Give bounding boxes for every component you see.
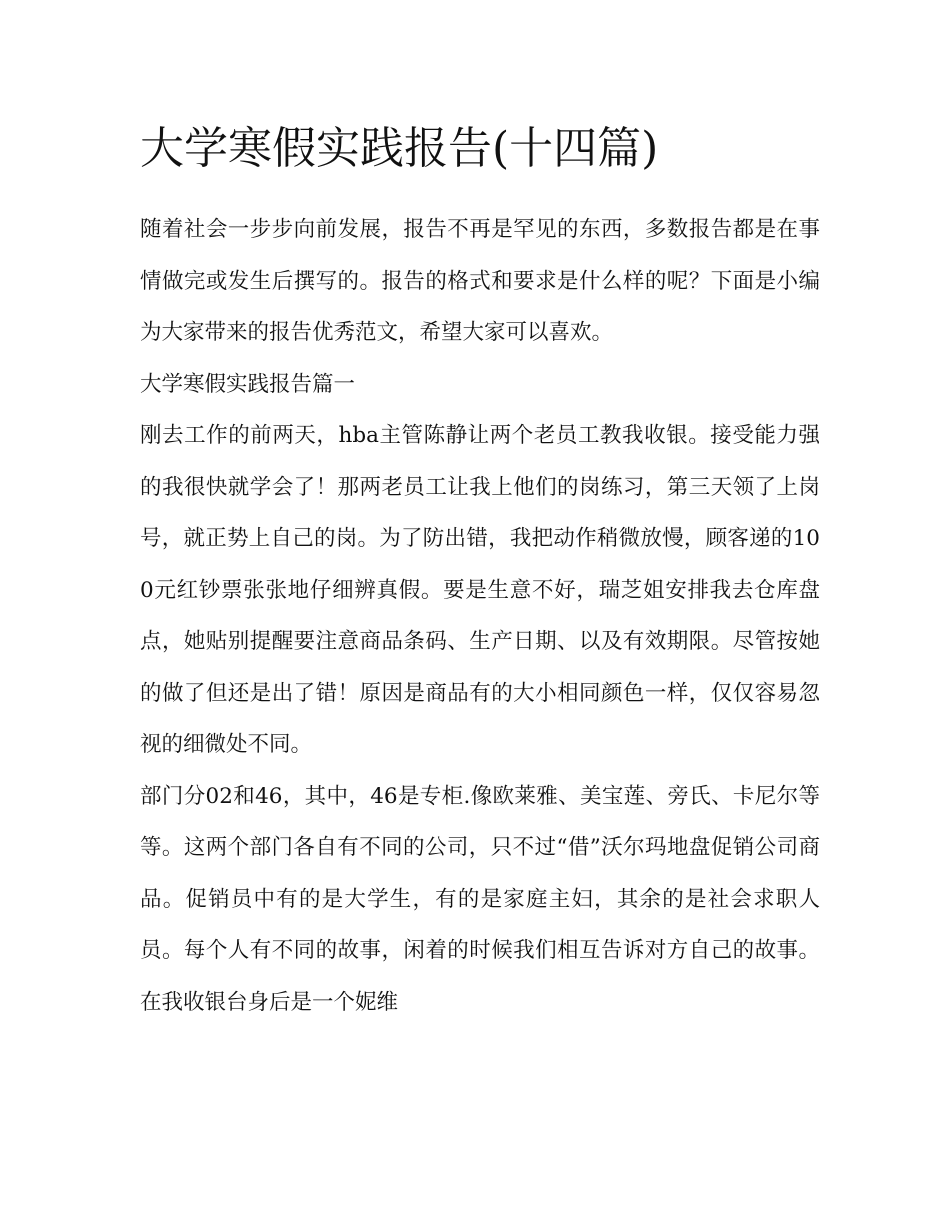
section-heading: 大学寒假实践报告篇一 bbox=[140, 371, 356, 397]
body-paragraph: 刚去工作的前两天，hba主管陈静让两个老员工教我收银。接受能力强的我很快就学会了！那两老员工让我上他们的岗练习，第三天领了上岗号，就正势上自己的岗。为了防出错，我把动作稍微放慢，顾客递的100元红钞票张张地仔细辨真假。要是生意不好，瑞芝姐安排我去仓库盘点，她贴别提醒要注意商品条码、生产日期、以及有效期限。尽管按她的做了但还是出了错！原因是商品有的大小相同颜色一样，仅仅容易忽视的细微处不同。 bbox=[140, 423, 820, 757]
intro-paragraph: 随着社会一步步向前发展，报告不再是罕见的东西，多数报告都是在事情做完或发生后撰写的。报告的格式和要求是什么样的呢？下面是小编为大家带来的报告优秀范文，希望大家可以喜欢。 bbox=[140, 217, 820, 345]
document-content bbox=[140, 118, 820, 1028]
document-body bbox=[140, 204, 820, 1028]
body-paragraph: 部门分02和46，其中，46是专柜.像欧莱雅、美宝莲、旁氏、卡尼尔等等。这两个部门各自有不同的公司，只不过“借”沃尔玛地盘促销公司商品。促销员中有的是大学生，有的是家庭主妇，其余的是社会求职人员。每个人有不同的故事，闲着的时候我们相互告诉对方自己的故事。在我收银台身后是一个妮维 bbox=[140, 783, 820, 1015]
document-title: 大学寒假实践报告(十四篇) bbox=[140, 123, 659, 174]
